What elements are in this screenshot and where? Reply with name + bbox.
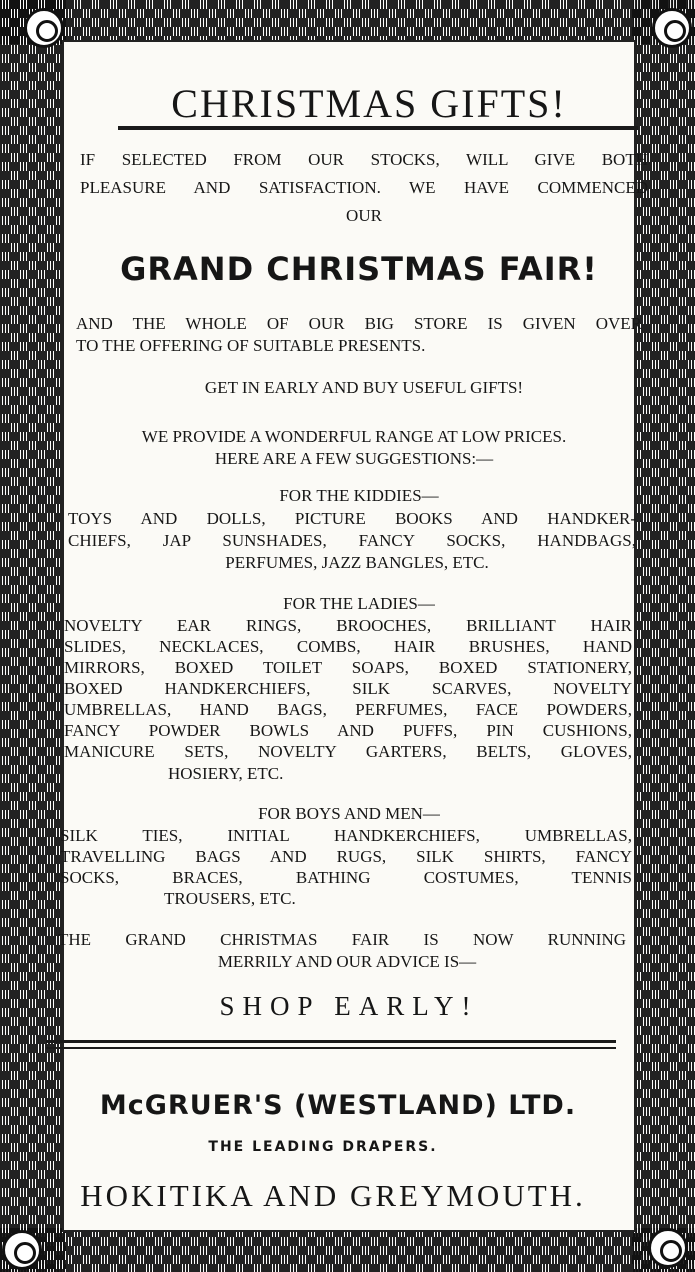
boys-men-line-4: TROUSERS, ETC. [164,889,296,908]
section-divider [46,1040,616,1049]
ladies-line-3: MIRRORS, BOXED TOILET SOAPS, BOXED STATIONERY, [64,658,632,677]
boys-men-line-3: SOCKS, BRACES, BATHING COSTUMES, TENNIS [60,868,632,887]
ladies-line-4: BOXED HANDKERCHIEFS, SILK SCARVES, NOVELTY [64,679,632,698]
company-name: McGRUER'S (WESTLAND) LTD. [99,1090,577,1121]
ladies-line-2: SLIDES, NECKLACES, COMBS, HAIR BRUSHES, HAND [64,637,632,656]
kiddies-heading: FOR THE KIDDIES— [279,486,439,505]
get-in-early-line: GET IN EARLY AND BUY USEFUL GIFTS! [204,378,524,397]
range-line-2: HERE ARE A FEW SUGGESTIONS:— [214,449,494,468]
boys-men-line-2: TRAVELLING BAGS AND RUGS, SILK SHIRTS, FANCY [60,847,632,866]
title-underline [118,126,638,130]
shop-early-slogan: SHOP EARLY! [219,991,479,1021]
store-line-2: TO THE OFFERING OF SUITABLE PRESENTS. [76,336,426,355]
intro-line-3: OUR [346,206,382,225]
corner-ornament-icon [2,1230,42,1270]
kiddies-line-3: PERFUMES, JAZZ BANGLES, ETC. [225,553,489,572]
boys-men-line-1: SILK TIES, INITIAL HANDKERCHIEFS, UMBRELLAS, [60,826,632,845]
ladies-heading: FOR THE LADIES— [283,594,435,613]
running-line-2: MERRILY AND OUR ADVICE IS— [217,952,477,971]
decorative-border-bottom [0,1228,695,1272]
fair-heading: GRAND CHRISTMAS FAIR! [120,250,598,288]
corner-ornament-icon [24,8,64,48]
ladies-line-7: MANICURE SETS, NOVELTY GARTERS, BELTS, GLOVES, [64,742,632,761]
ladies-line-5: UMBRELLAS, HAND BAGS, PERFUMES, FACE POWDERS, [64,700,632,719]
company-tagline: THE LEADING DRAPERS. [208,1139,438,1155]
decorative-border-top [0,0,695,44]
store-line-1: AND THE WHOLE OF OUR BIG STORE IS GIVEN OVER [76,314,642,333]
decorative-border-left [0,0,66,1272]
intro-line-2: PLEASURE AND SATISFACTION. WE HAVE COMMENCED [80,178,648,197]
running-line-1: THE GRAND CHRISTMAS FAIR IS NOW RUNNING [58,930,626,949]
ladies-line-8: HOSIERY, ETC. [168,764,284,783]
corner-ornament-icon [648,1228,688,1268]
intro-line-1: IF SELECTED FROM OUR STOCKS, WILL GIVE BOTH [80,150,648,169]
company-locations: HOKITIKA AND GREYMOUTH. [80,1178,586,1213]
ladies-line-1: NOVELTY EAR RINGS, BROOCHES, BRILLIANT HAIR [64,616,632,635]
ad-title: CHRISTMAS GIFTS! [171,81,567,126]
corner-ornament-icon [652,8,692,48]
range-line-1: WE PROVIDE A WONDERFUL RANGE AT LOW PRICES. [141,427,567,446]
ladies-line-6: FANCY POWDER BOWLS AND PUFFS, PIN CUSHIONS, [64,721,632,740]
kiddies-line-1: TOYS AND DOLLS, PICTURE BOOKS AND HANDKER- [68,509,636,528]
kiddies-line-2: CHIEFS, JAP SUNSHADES, FANCY SOCKS, HANDBAGS, [68,531,636,550]
boys-men-heading: FOR BOYS AND MEN— [258,804,440,823]
